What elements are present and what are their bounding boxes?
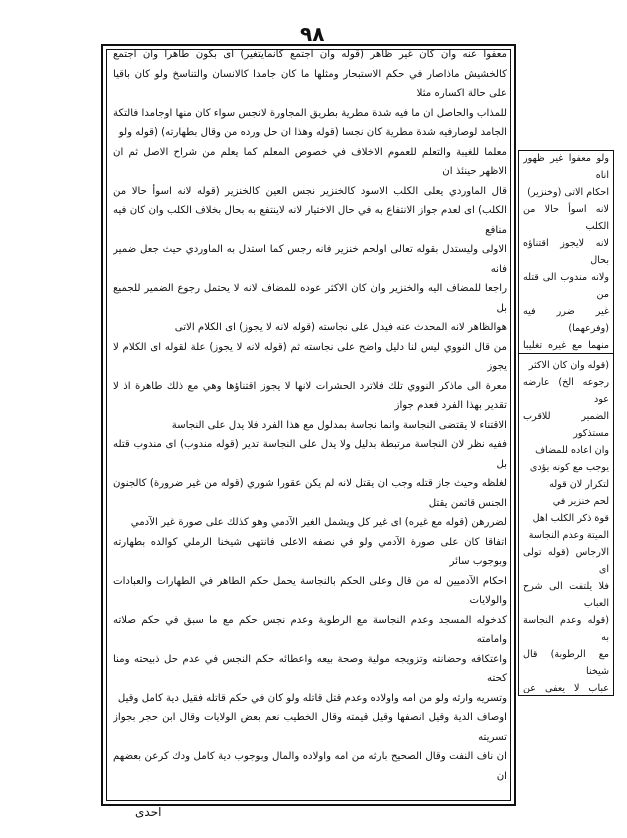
margin-note-line: الضمير للاقرب مستذكور: [523, 411, 609, 439]
main-text-line: اوصاف الدية وقيل انصفها وقيل قيمته وقال الخطيب نعم بعض الولايات وقال ابن حجر بجواز تسريته: [113, 712, 507, 743]
margin-note-line: مع الرطوبة) قال شيخنا: [523, 649, 609, 677]
margin-note-line: لتكرار لان قوله: [549, 479, 609, 490]
main-text-line: معرة الى ماذكر النووي تلك فلاترد الحشرات لانها لا يجوز اقتناؤها وهي مع ذلك طاهرة اذ لا تقدير بهذا الفرد فعدم جواز: [113, 380, 507, 411]
main-text-line: وتسريه وارثه ولو من امه واولاده وعدم قتل قاتله ولو كان في حكم قاتله فقيل دية كامل وقيل: [117, 692, 507, 704]
main-text-line: احكام الآدميين له من قال وعلى الحكم بالنجاسة يحمل حكم الطاهر في الطهارات والعبادات والولايات: [113, 575, 507, 606]
margin-note-line: (قوله وعدم النجاسة به: [523, 615, 609, 643]
margin-note-line: رجوعه الخ) عارضه عود: [523, 377, 609, 405]
margin-text-line: احكام الاتى (وخنزير): [527, 187, 609, 198]
margin-note-line: قوة ذكر الكلب اهل: [532, 513, 609, 524]
margin-note-line: وان اعاده للمضاف: [535, 445, 609, 456]
main-text-line: معلما للغيبة والتعلم للعموم الاخلاف في خصوص المعلم كما يعلم من شراح الاصل ثم ان الاظهر حينئذ ان: [113, 146, 507, 177]
main-text-line: ان ناف النفت وقال الصحيح بارثه من امه واولاده والمال وبوجوب دية كامل ودك كرعن بعضهم ان: [113, 751, 507, 782]
main-text-line: للمذاب والحاصل ان ما فيه شدة مطرية بطريق المجاورة لانجس سواء كان منها اوجامدا فالتكة الجامد لوصارفيه شدة مطرية كان نجسا (قوله وهذا ان حل ورده من وقال بطهارته) (قوله ولو: [113, 107, 507, 138]
main-text-line: ففيه نظر لان النجاسة مرتبطة بدليل ولا يدل على النجاسة تدير (قوله مندوب) اى مندوب قتله بل: [113, 439, 507, 470]
main-text-line: الاولى وليستدل بقوله تعالى اولحم خنزير فانه رجس كما استدل به الماوردي حيث جعل ضمير فانه: [113, 244, 507, 275]
margin-text-line: ولانه مندوب الى قتله من: [523, 272, 609, 300]
catchword: احدى: [135, 805, 162, 819]
main-text-line: لغلظه وحيث جاز قتله وجب ان يقتل لانه لم يكن عقورا شوري (قوله من غير ضرورة) كالجنون الجنس قاتمن يقتل: [113, 478, 507, 509]
margin-text-line: منهما مع غيره تغليبا: [523, 340, 609, 351]
margin-note-line: الارجاس (قوله تولى اى: [523, 547, 609, 575]
margin-note-line: الميتة وعدم النجاسة: [528, 530, 609, 541]
main-text-line: معفوا عنه وان كان غير ظاهر (قوله وان اجتمع كانمايتغير) اى بكون طاهرا وان اجتمع كالخشيش ماذاصار في حكم الاستبحار ومثلها ما كان جامدا كالانسان والتناسخ ولو كان باقيا على حالة اكساره مثلا: [113, 49, 507, 99]
main-text-block: [113, 45, 507, 785]
main-text-line: لضررهن (قوله مع غيره) اى غير كل ويشمل الغير الآدمي وهو كذلك على صورة غير الآدمي: [130, 517, 507, 528]
margin-text-line: غير ضرر فيه (وفرعهما): [523, 306, 609, 334]
main-text-line: قال الماوردي يعلى الكلب الاسود كالخنزير نجس العين كالخنزير (قوله لانه اسوأ حالا من الكلب) اى لعدم جواز الانتفاع به في حال الاختيار لانه لاينتفع به بحال بخلاف الكلب وان كان فيه منافع: [113, 185, 507, 236]
margin-text-line: لانه لايجوز اقتناؤه بحال: [523, 238, 609, 266]
margin-text-top: [523, 150, 609, 355]
page-number: ٩٨: [300, 22, 325, 46]
margin-note-line: فلا يلتفت الى شرح العباب: [523, 581, 609, 609]
main-text-line: واعتكافه وحضانته وتزويجه مولية وصحة بيعه واعطائه حكم النجس في عدم حل ذبيحته ومنا كحته: [113, 653, 507, 684]
margin-divider: [518, 353, 614, 354]
margin-text-line: لانه اسوأ حالا من الكلب: [523, 204, 609, 232]
margin-text-bottom: [523, 357, 609, 693]
margin-note-line: يوجب مع كونه يؤدى: [529, 462, 609, 473]
main-text-line: هوالظاهر لانه المحدث عنه فيدل على نجاسته (قوله لانه لا يجوز) اى الكلام الاتى: [174, 322, 507, 333]
main-text-line: راجعا للمضاف اليه والخنزير وان كان الاكثر عوده للمضاف لانه لا يحتمل رجوع الضمير للجميع بل: [113, 283, 507, 314]
main-text-line: اتفاقا كان على صورة الآدمي ولو في نصفه الاعلى فانتهى شيخنا الرملي كوالده بطهارته وبوجوب سائر: [113, 536, 507, 567]
main-text-line: من قال النووي ليس لنا دليل واضح على نجاسته ثم (قوله لانه لا يجوز) علة لقوله اى الكلام لا يجوز: [113, 341, 507, 372]
main-text-line: كدخوله المسجد وعدم النجاسة مع الرطوبة وعدم نجس حكم مع ما سبق في حكم صلاته وامامته: [113, 614, 507, 645]
margin-note-line: (قوله وان كان الاكثر: [528, 360, 609, 371]
margin-note-line: لحم خنزير في: [552, 496, 609, 507]
main-text-line: الاقتناء لا يقتضى النجاسة وانما نجاسة بمدلول مع هذا الفرد فلا يدل على النجاسة: [171, 419, 507, 431]
margin-note-line: عباب لا يعفى عن: [523, 683, 609, 693]
margin-text-line: ولو معفوا غير ظهور اناه: [523, 153, 609, 181]
